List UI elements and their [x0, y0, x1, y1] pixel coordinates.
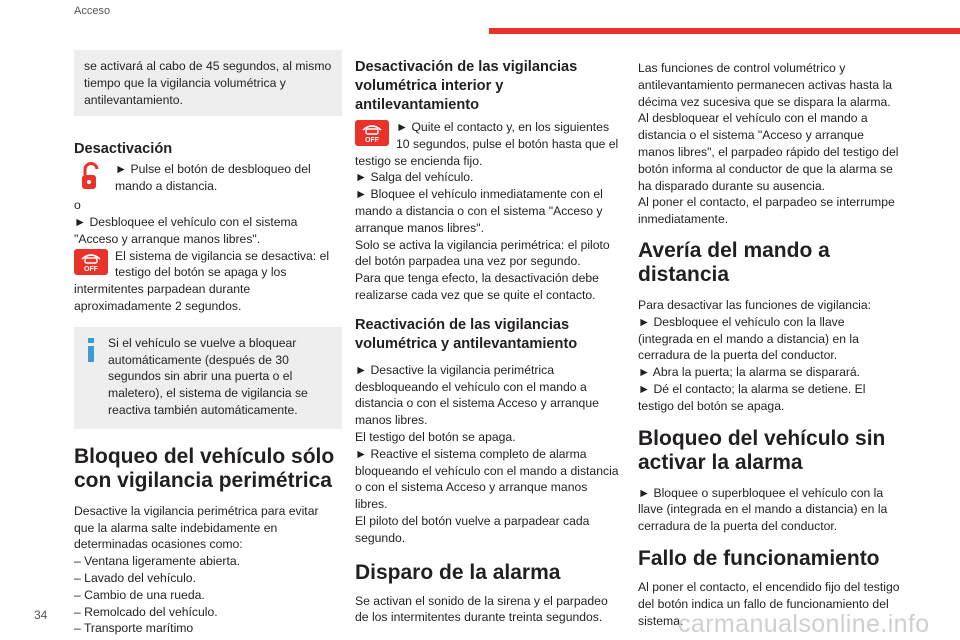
section-title-bloqueo-perimetrica: Bloqueo del vehículo sólo con vigilancia perimétrica: [74, 444, 335, 492]
unlock-icon: [74, 162, 108, 197]
alarm-off-icon: [355, 120, 389, 151]
desact-vig-step: ► Salga del vehículo.: [355, 170, 474, 185]
info-note: [74, 327, 342, 429]
cont-text: Las funciones de control volumétrico y antilevantamiento permanecen activas hasta la décima vez sucesiva que se dispara la alarma.: [638, 61, 893, 109]
averia-step: ► Dé el contacto; la alarma se detiene. El testigo del botón se apaga.: [638, 381, 866, 413]
react-step: El testigo del botón se apaga.: [355, 429, 516, 444]
desact-step-2: ► Desbloquee el vehículo con el sistema "Acceso y arranque manos libres".: [74, 214, 298, 246]
section-title-desactivacion: Desactivación: [74, 141, 173, 158]
desact-vig-step: Para que tenga efecto, la desactivación debe realizarse cada vez que se quite el contacto.: [355, 271, 599, 302]
column-1: [74, 50, 342, 637]
section-title-disparo: Disparo de la alarma: [355, 560, 561, 584]
note-continued: [74, 50, 342, 116]
section-title-reactivacion: Reactivación de las vigilancias volumétrica y antilevantamiento: [355, 316, 578, 352]
info-note-text: Si el vehículo se vuelve a bloquear automáticamente (después de 30 segundos sin abrir una puerta o el maletero), el sistema de vigilancia se reactiva también automáticamente.: [108, 335, 308, 417]
desact-vig-step-1-text: ► Quite el contacto y, en los siguientes 10 segundos, pulse el botón hasta que el: [396, 120, 619, 151]
list-item: – Lavado del vehículo.: [74, 570, 196, 585]
watermark: carmanualsonline.info: [678, 610, 930, 638]
desact-step-1: [74, 161, 342, 197]
desact-step-3-rest: intermitentes parpadean durante aproximadamente 2 segundos.: [74, 282, 251, 313]
desact-or: o: [74, 198, 81, 213]
column-3: [638, 60, 902, 629]
react-step: El piloto del botón vuelve a parpadear cada segundo.: [355, 513, 590, 545]
section-title-desact-vigilancias: Desactivación de las vigilancias volumétrica interior y antilevantamiento: [355, 59, 578, 113]
list-item: – Remolcado del vehículo.: [74, 604, 218, 619]
list-item: – Cambio de una rueda.: [74, 587, 205, 602]
disparo-text: Se activan el sonido de la sirena y el parpadeo de los intermitentes durante treinta segundos.: [355, 593, 608, 625]
alarm-off-icon: [74, 249, 108, 280]
fallo-text: Al poner el contacto, el encendido fijo del testigo del botón indica un fallo de funcionamiento del sistema.: [638, 579, 900, 628]
averia-step: ► Desbloquee el vehículo con la llave (integrada en el mando a distancia) en la cerradura de la puerta del conductor.: [638, 314, 859, 363]
column-2: [355, 58, 619, 626]
bloqueo-sin-text: ► Bloquee o superbloquee el vehículo con la llave (integrada en el mando a distancia) en la cerradura de la puerta del conductor.: [638, 485, 888, 534]
desact-step-3: [74, 248, 342, 282]
info-icon: [86, 338, 96, 367]
note-continued-text: se activará al cabo de 45 segundos, al mismo tiempo que la vigilancia volumétrica y antilevantamiento.: [84, 59, 332, 107]
section-title-fallo: Fallo de funcionamiento: [638, 546, 880, 570]
section-title-bloqueo-sin-alarma: Bloqueo del vehículo sin activar la alarma: [638, 426, 886, 474]
svg-text:OFF: OFF: [365, 137, 379, 144]
averia-step: ► Abra la puerta; la alarma se disparará.: [638, 365, 861, 380]
bloqueo-intro: Desactive la vigilancia perimétrica para evitar que la alarma salte indebidamente en determinadas ocasiones como:: [74, 503, 319, 552]
cont-text-3: Al poner el contacto, el parpadeo se interrumpe inmediatamente.: [638, 195, 895, 227]
list-item: – Ventana ligeramente abierta.: [74, 554, 241, 569]
section-title-averia: Avería del mando a distancia: [638, 238, 830, 286]
svg-text:OFF: OFF: [84, 265, 98, 273]
cont-text-2: Al desbloquear el vehículo con el mando a distancia o el sistema "Acceso y arranque manos libres", el parpadeo rápido del testigo del botón informa al conductor de que la alarma se ha disparado durante su ausencia.: [638, 111, 899, 193]
header-accent-bar: [489, 28, 960, 34]
react-step: ► Desactive la vigilancia perimétrica desbloqueando el vehículo con el mando a distancia o con el sistema Acceso y arranque manos libres.: [355, 362, 599, 428]
averia-step: Para desactivar las funciones de vigilancia:: [638, 297, 872, 312]
desact-vig-rest: testigo se encienda fijo.: [355, 153, 483, 168]
list-item: – Transporte marítimo: [74, 621, 194, 636]
desact-vig-step-1: [355, 119, 619, 153]
react-step: ► Reactive el sistema completo de alarma bloqueando el vehículo con el mando a distancia o con el sistema Acceso y arranque manos libres.: [355, 446, 619, 512]
desact-vig-step: ► Bloquee el vehículo inmediatamente con el mando a distancia o con el sistema "Acceso y arranque manos libres".: [355, 187, 603, 235]
desact-step-1-text: ► Pulse el botón de desbloqueo del mando a distancia.: [115, 162, 311, 194]
header-section-title: Acceso: [74, 5, 111, 17]
desact-vig-step: Solo se activa la vigilancia perimétrica: el piloto del botón parpadea una vez por segundo.: [355, 237, 610, 269]
desact-step-3-text: El sistema de vigilancia se desactiva: el testigo del botón se apaga y los: [115, 248, 330, 280]
page-number: 34: [34, 608, 48, 622]
